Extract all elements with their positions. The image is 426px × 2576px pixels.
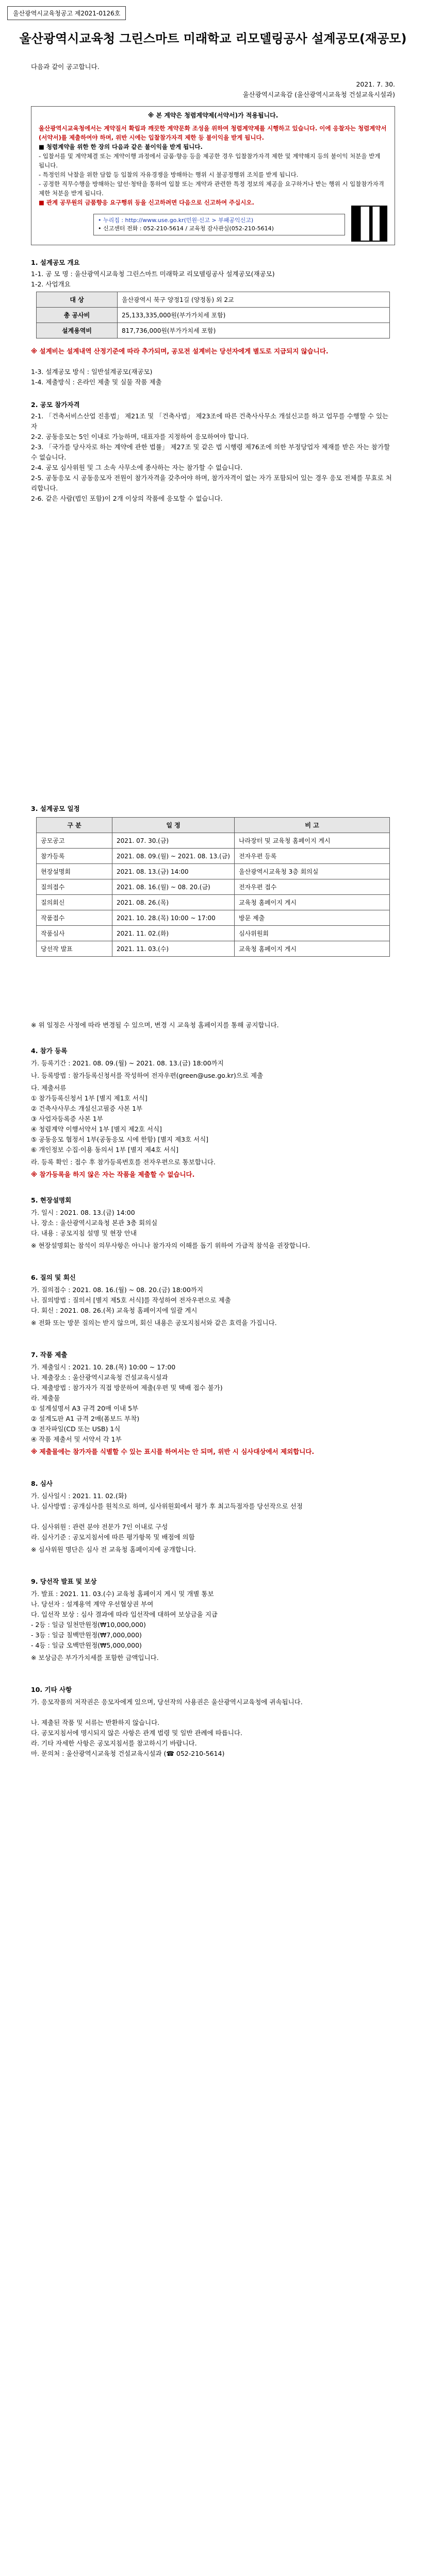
section-line: 다. 내용 : 공모지침 설명 및 현장 안내: [31, 1229, 137, 1237]
section-line: 다. 입선작 보상 : 심사 결과에 따라 입선작에 대하여 보상금을 지급: [31, 1611, 218, 1618]
section-title: 9. 당선작 발표 및 보상: [31, 1578, 97, 1585]
table-cell: 교육청 홈페이지 게시: [235, 941, 390, 957]
section-line: 다. 회신 : 2021. 08. 26.(목) 교육청 홈페이지에 일괄 게시: [31, 1307, 198, 1314]
report-info-box: [93, 214, 345, 235]
section-line: 1-3. 설계공모 방식 : 일반설계공모(재공모): [31, 368, 153, 376]
table-cell: 질의접수: [37, 879, 112, 895]
section-title: 4. 참가 등록: [31, 1047, 68, 1055]
notice-line: - 입찰서를 및 계약체결 또는 계약이행 과정에서 금품·향응 등을 제공한 경우 입찰참가자격 제한 및 계약해지 등의 불이익 처분을 받게 됩니다.: [39, 152, 381, 169]
section-line: ② 건축사사무소 개설신고필증 사본 1부: [31, 1105, 143, 1112]
table-header-row: [37, 818, 390, 833]
section-line: 가. 질의접수 : 2021. 08. 16.(월) ~ 08. 20.(금) 18:00까지: [31, 1286, 203, 1294]
table-row: [37, 833, 390, 849]
section-title: 5. 현장설명회: [31, 1196, 72, 1204]
section-line: - 4등 : 일금 오백만원정(₩5,000,000): [31, 1641, 142, 1649]
notice-line: - 특정인의 낙찰을 위한 담합 등 입찰의 자유경쟁을 방해하는 행위 시 불공정행위 조치를 받게 됩니다.: [39, 171, 299, 178]
section-line: 마. 문의처 : 울산광역시교육청 건설교육시설과 (☎ 052-210-5614): [31, 1750, 225, 1757]
page-title: 울산광역시교육청 그린스마트 미래학교 리모델링공사 설계공모(재공모): [19, 31, 407, 46]
table-cell: 전자우편 등록: [235, 849, 390, 864]
table-cell: 방문 제출: [235, 910, 390, 926]
table-cell: 울산광역시교육청 3층 회의실: [235, 864, 390, 879]
section-line: 나. 장소 : 울산광역시교육청 본관 3층 회의실: [31, 1219, 158, 1227]
report-phone: • 신고센터 전화 : 052-210-5614 / 교육청 감사관실(052-210-5614): [98, 225, 274, 232]
report-website[interactable]: • 누리집 : http://www.use.go.kr(민원·신고 > 부패공익신고): [98, 217, 254, 224]
table-row: [37, 941, 390, 957]
section-title: 2. 공모 참가자격: [31, 401, 80, 409]
section-note: ※ 위 일정은 사정에 따라 변경될 수 있으며, 변경 시 교육청 홈페이지를 통해 공지합니다.: [31, 1021, 279, 1029]
section-line: 가. 응모작품의 저작권은 응모자에게 있으며, 당선작의 사용권은 울산광역시교육청에 귀속됩니다.: [31, 1698, 303, 1706]
notice-line: ■ 관계 공무원의 금품향응 요구행위 등을 신고하려면 다음으로 신고하여 주십시오.: [39, 199, 254, 206]
section-line: 2-3. 「국가를 당사자로 하는 계약에 관한 법률」 제27조 및 같은 법 시행령 제76조에 의한 부정당업자 제재를 받은 자는 참가할 수 없습니다.: [31, 443, 390, 461]
table-cell: 현장설명회: [37, 864, 112, 879]
table-row: [37, 308, 390, 323]
section-note: ※ 참가등록을 하지 않은 자는 작품을 제출할 수 없습니다.: [31, 1171, 195, 1178]
section-line: ④ 청렴계약 이행서약서 1부 [별지 제2호 서식]: [31, 1125, 162, 1133]
notice-line: - 공정한 직무수행을 방해하는 알선·청탁을 통하여 입찰 또는 계약과 관련한 특정 정보의 제공을 요구하거나 받는 행위 시 입찰참가자격 제한 처분을 받게 됩니다.: [39, 180, 384, 197]
section-line: 나. 질의방법 : 질의서 [별지 제5호 서식]를 작성하여 전자우편으로 제출: [31, 1296, 231, 1304]
table-cell: 2021. 10. 28.(목) 10:00 ~ 17:00: [112, 910, 235, 926]
schedule-table: [36, 817, 390, 957]
table-cell: 심사위원회: [235, 926, 390, 941]
section-title: 10. 기타 사항: [31, 1686, 72, 1693]
notice-date: 2021. 7. 30.: [356, 80, 395, 88]
section-note: ※ 보상금은 부가가치세를 포함한 금액입니다.: [31, 1654, 159, 1662]
section-line: 가. 발표 : 2021. 11. 03.(수) 교육청 홈페이지 게시 및 개별 통보: [31, 1590, 214, 1598]
table-cell: 2021. 08. 26.(목): [112, 895, 235, 910]
section-line: 다. 제출서류: [31, 1084, 67, 1092]
section-line: 2-2. 공동응모는 5인 이내로 가능하며, 대표자를 지정하여 응모하여야 합니다.: [31, 433, 249, 440]
section-line: 나. 등록방법 : 참가등록신청서를 작성하여 전자우편(green@use.go.kr)으로 제출: [31, 1072, 264, 1079]
section-line: ③ 사업자등록증 사본 1부: [31, 1115, 103, 1123]
notice-number-box: 울산광역시교육청공고 제2021-0126호: [7, 6, 126, 20]
section-line: 나. 심사방법 : 공개심사를 원칙으로 하며, 심사위원회에서 평가 후 최고득점자를 당선작으로 선정: [31, 1502, 303, 1510]
table-cell: 질의회신: [37, 895, 112, 910]
table-cell: 작품접수: [37, 910, 112, 926]
section-line: - 3등 : 일금 칠백만원정(₩7,000,000): [31, 1631, 142, 1639]
section-line: ① 설계설명서 A3 규격 20매 이내 5부: [31, 1404, 139, 1412]
section-line: 라. 등록 확인 : 접수 후 참가등록번호를 전자우편으로 통보합니다.: [31, 1158, 216, 1166]
section-line: 나. 제출장소 : 울산광역시교육청 건설교육시설과: [31, 1374, 168, 1381]
section-line: 라. 심사기준 : 공모지침서에 따른 평가항목 및 배점에 의함: [31, 1533, 195, 1541]
table-cell: 당선작 발표: [37, 941, 112, 957]
section-line: 가. 심사일시 : 2021. 11. 02.(화): [31, 1492, 127, 1500]
table-header: 구 분: [37, 818, 112, 833]
table-cell: 교육청 홈페이지 게시: [235, 895, 390, 910]
table-cell: 2021. 11. 03.(수): [112, 941, 235, 957]
section-note: ※ 제출물에는 참가자를 식별할 수 있는 표시를 하여서는 안 되며, 위반 시 심사대상에서 제외합니다.: [31, 1448, 315, 1455]
section-line: 1-1. 공 모 명 : 울산광역시교육청 그린스마트 미래학교 리모델링공사 설계공모(재공모): [31, 270, 275, 278]
section-note: ※ 심사위원 명단은 심사 전 교육청 홈페이지에 공개합니다.: [31, 1546, 196, 1553]
section-line: 라. 기타 자세한 사항은 공모지침서를 참고하시기 바랍니다.: [31, 1739, 197, 1747]
notice-line: ■ 청렴계약을 위한 한 장의 다음과 같은 불이익을 받게 됩니다.: [39, 143, 203, 150]
table-cell: 2021. 07. 30.(금): [112, 833, 235, 849]
table-header: 일 정: [112, 818, 235, 833]
section-line: 2-6. 같은 사람(법인 포함)이 2개 이상의 작품에 응모할 수 없습니다.: [31, 495, 223, 502]
section-line: 2-1. 「건축서비스산업 진흥법」 제21조 및 「건축사법」 제23조에 따른 건축사사무소 개설신고를 하고 업무를 수행할 수 있는 자: [31, 412, 389, 430]
section-title: 8. 심사: [31, 1480, 53, 1487]
section-title: 3. 설계공모 일정: [31, 805, 80, 812]
section-line: - 2등 : 일금 일천만원정(₩10,000,000): [31, 1621, 146, 1629]
section-line: 1-4. 제출방식 : 온라인 제출 및 실물 작품 제출: [31, 378, 162, 386]
project-overview-table: [36, 292, 390, 338]
table-cell: 전자우편 접수: [235, 879, 390, 895]
section-line: 가. 일시 : 2021. 08. 13.(금) 14:00: [31, 1209, 135, 1216]
table-cell: 2021. 08. 13.(금) 14:00: [112, 864, 235, 879]
table-row: [37, 926, 390, 941]
table-cell: 참가등록: [37, 849, 112, 864]
issuer: 울산광역시교육감 (울산광역시교육청 건설교육시설과): [242, 91, 395, 98]
section-line: 2-5. 공동응모 시 공동응모자 전원이 참가자격을 갖추어야 하며, 참가자격이 없는 자가 포함되어 있는 경우 응모 전체를 무효로 처리합니다.: [31, 474, 392, 492]
table-row: [37, 864, 390, 879]
section-line: ① 참가등록신청서 1부 [별지 제1호 서식]: [31, 1094, 148, 1102]
table-header: 비 고: [235, 818, 390, 833]
section-line: 라. 제출물: [31, 1394, 60, 1402]
intro-text: 다음과 같이 공고합니다.: [31, 63, 100, 71]
section-title: 6. 질의 및 회신: [31, 1274, 76, 1281]
table-cell: 작품심사: [37, 926, 112, 941]
section-line: 다. 공모지침서에 명시되지 않은 사항은 관계 법령 및 일반 관례에 따릅니다.: [31, 1729, 242, 1737]
integrity-notice-box: [31, 106, 395, 245]
section-line: ⑤ 공동응모 협정서 1부(공동응모 시에 한함) [별지 제3호 서식]: [31, 1136, 209, 1143]
section-note: ※ 현장설명회는 참석이 의무사항은 아니나 참가자의 이해를 돕기 위하여 가급적 참석을 권장합니다.: [31, 1242, 310, 1249]
table-cell: 공모공고: [37, 833, 112, 849]
table-cell: 2021. 08. 16.(월) ~ 08. 20.(금): [112, 879, 235, 895]
section-line: 나. 당선자 : 설계용역 계약 우선협상권 부여: [31, 1600, 154, 1608]
table-cell: 2021. 11. 02.(화): [112, 926, 235, 941]
section-line: 다. 심사위원 : 관련 분야 전문가 7인 이내로 구성: [31, 1523, 168, 1531]
table-cell: 2021. 08. 09.(월) ~ 2021. 08. 13.(금): [112, 849, 235, 864]
section-title: 7. 작품 제출: [31, 1351, 68, 1359]
section-line: 다. 제출방법 : 참가자가 직접 방문하여 제출(우편 및 택배 접수 불가): [31, 1384, 223, 1392]
table-cell: 대 상: [37, 292, 118, 308]
table-cell: 총 공사비: [37, 308, 118, 323]
section-line: ⑥ 개인정보 수집·이용 동의서 1부 [별지 제4호 서식]: [31, 1146, 179, 1154]
table-row: [37, 323, 390, 338]
section-line: 가. 등록기간 : 2021. 08. 09.(월) ~ 2021. 08. 13.(금) 18:00까지: [31, 1059, 224, 1067]
table-cell: 나라장터 및 교육청 홈페이지 게시: [235, 833, 390, 849]
table-cell: 울산광역시 북구 양정1길 (양정동) 외 2교: [118, 292, 390, 308]
section-line: ④ 작품 제출서 및 서약서 각 1부: [31, 1435, 122, 1443]
section-line: 1-2. 사업개요: [31, 280, 71, 288]
section-line: ③ 전자파일(CD 또는 USB) 1식: [31, 1425, 121, 1433]
table-cell: 817,736,000원(부가가치세 포함): [118, 323, 390, 338]
notice-line: 울산광역시교육청에서는 계약질서 확립과 깨끗한 계약문화 조성을 위하여 청렴계약제를 시행하고 있습니다. 이에 응찰자는 청렴계약서(서약서)를 제출하여야 하며, 위반 시에는 입찰참가자격 제한 등 불이익을 받게 됩니다.: [39, 125, 387, 141]
section-line: 2-4. 공모 심사위원 및 그 소속 사무소에 종사하는 자는 참가할 수 없습니다.: [31, 464, 243, 471]
section-note: ※ 설계비는 설계내역 산정기준에 따라 추가되며, 공모전 설계비는 당선자에게 별도로 지급되지 않습니다.: [31, 347, 329, 355]
section-title: 1. 설계공모 개요: [31, 259, 80, 266]
table-row: [37, 895, 390, 910]
integrity-notice-title: ※ 본 계약은 청렴계약제(서약서)가 적용됩니다.: [148, 112, 278, 119]
section-line: 가. 제출일시 : 2021. 10. 28.(목) 10:00 ~ 17:00: [31, 1363, 176, 1371]
table-row: [37, 910, 390, 926]
table-cell: 설계용역비: [37, 323, 118, 338]
table-row: [37, 849, 390, 864]
table-row: [37, 292, 390, 308]
section-line: 나. 제출된 작품 및 서류는 반환하지 않습니다.: [31, 1719, 160, 1726]
section-note: ※ 전화 또는 방문 질의는 받지 않으며, 회신 내용은 공모지침서와 같은 효력을 가집니다.: [31, 1319, 277, 1327]
table-cell: 25,133,335,000원(부가가치세 포함): [118, 308, 390, 323]
table-row: [37, 879, 390, 895]
qr-code: [351, 206, 387, 242]
section-line: ② 설계도판 A1 규격 2매(폼보드 부착): [31, 1415, 140, 1422]
